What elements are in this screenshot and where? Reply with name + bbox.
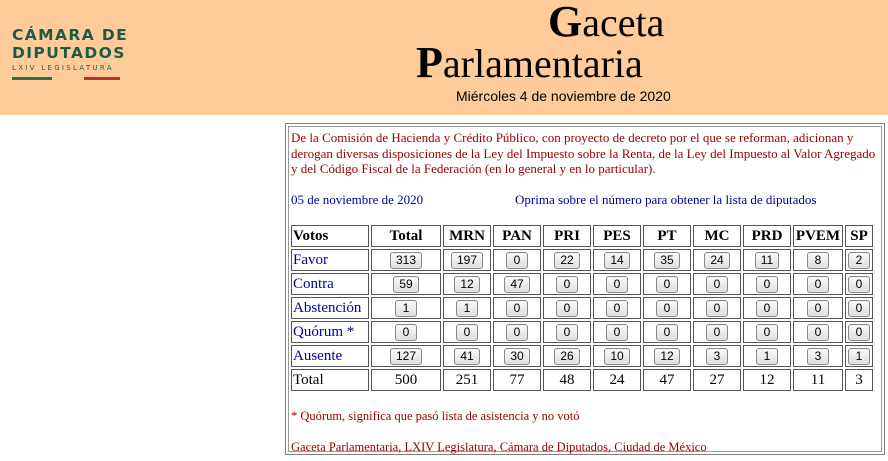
vote-count-button[interactable]: 3 (706, 348, 728, 365)
title-cap-g: G (548, 0, 583, 46)
vote-panel (285, 123, 885, 455)
click-hint: Oprima sobre el número para obtener la lista de diputados (515, 192, 817, 207)
header-prd: PRD (743, 225, 791, 247)
quorum-footnote: * Quórum, significa que pasó lista de asistencia y no votó (291, 409, 580, 423)
row-label-favor: Favor (291, 249, 369, 271)
vote-count-button[interactable]: 313 (390, 252, 422, 269)
header-banner (0, 0, 888, 115)
table-row (291, 321, 873, 343)
table-header-row (291, 225, 873, 247)
title-rest-2: arlamentaria (442, 41, 643, 86)
vote-panel-inner (288, 126, 882, 452)
title-rest-1: aceta (582, 0, 665, 45)
gaceta-title (416, 0, 665, 87)
logo-line-2: DIPUTADOS (12, 44, 126, 62)
total-value: 12 (743, 369, 791, 391)
vote-count-button[interactable]: 1 (395, 300, 417, 317)
vote-count-button[interactable]: 0 (506, 252, 528, 269)
camara-logo[interactable] (12, 26, 128, 72)
vote-count-button[interactable]: 0 (807, 300, 829, 317)
totals-row (291, 369, 873, 391)
initiative-description: De la Comisión de Hacienda y Crédito Público, con proyecto de decreto por el que se reforman, adicionan y derogan diversas disposiciones de la Ley del Impuesto sobre la Renta, de la Ley del Impuesto al Valor Agregado y del Código Fiscal de la Federación (en lo general y en lo particular). (291, 130, 876, 176)
gaceta-footer: Gaceta Parlamentaria, LXIV Legislatura, Cámara de Diputados, Ciudad de México (291, 440, 707, 454)
vote-count-button[interactable]: 0 (456, 324, 478, 341)
table-row (291, 297, 873, 319)
row-label-ausente: Ausente (291, 345, 369, 367)
total-value: 27 (693, 369, 741, 391)
vote-count-button[interactable]: 24 (704, 252, 729, 269)
vote-count-button[interactable]: 35 (654, 252, 679, 269)
vote-count-button[interactable]: 1 (756, 348, 778, 365)
vote-count-button[interactable]: 0 (556, 300, 578, 317)
header-pvem: PVEM (793, 225, 843, 247)
row-label-total: Total (291, 369, 369, 391)
vote-count-button[interactable]: 30 (504, 348, 529, 365)
vote-count-button[interactable]: 0 (656, 276, 678, 293)
header-pt: PT (643, 225, 691, 247)
total-value: 3 (845, 369, 873, 391)
vote-date: 05 de noviembre de 2020 (291, 192, 424, 207)
row-label-contra: Contra (291, 273, 369, 295)
vote-count-button[interactable]: 26 (554, 348, 579, 365)
vote-count-button[interactable]: 10 (604, 348, 629, 365)
header-pan: PAN (493, 225, 541, 247)
total-value: 24 (593, 369, 641, 391)
header-total: Total (371, 225, 441, 247)
header-pes: PES (593, 225, 641, 247)
vote-count-button[interactable]: 0 (756, 300, 778, 317)
votes-table (289, 223, 875, 393)
vote-count-button[interactable]: 59 (393, 276, 418, 293)
header-pri: PRI (543, 225, 591, 247)
vote-count-button[interactable]: 8 (807, 252, 829, 269)
vote-count-button[interactable]: 0 (706, 276, 728, 293)
vote-count-button[interactable]: 0 (506, 324, 528, 341)
table-row (291, 249, 873, 271)
vote-count-button[interactable]: 0 (848, 300, 870, 317)
vote-count-button[interactable]: 0 (848, 324, 870, 341)
vote-count-button[interactable]: 0 (556, 324, 578, 341)
total-value: 47 (643, 369, 691, 391)
vote-count-button[interactable]: 0 (656, 300, 678, 317)
total-value: 48 (543, 369, 591, 391)
vote-count-button[interactable]: 0 (606, 324, 628, 341)
total-value: 500 (371, 369, 441, 391)
vote-count-button[interactable]: 0 (556, 276, 578, 293)
title-cap-p: P (416, 38, 443, 87)
vote-count-button[interactable]: 22 (554, 252, 579, 269)
vote-count-button[interactable]: 0 (848, 276, 870, 293)
vote-count-button[interactable]: 41 (454, 348, 479, 365)
header-mc: MC (693, 225, 741, 247)
vote-count-button[interactable]: 47 (504, 276, 529, 293)
vote-count-button[interactable]: 0 (506, 300, 528, 317)
header-mrn: MRN (443, 225, 491, 247)
vote-count-button[interactable]: 0 (706, 300, 728, 317)
vote-count-button[interactable]: 0 (395, 324, 417, 341)
vote-count-button[interactable]: 197 (451, 252, 483, 269)
table-row (291, 345, 873, 367)
vote-count-button[interactable]: 11 (755, 252, 779, 269)
vote-count-button[interactable]: 0 (606, 300, 628, 317)
vote-count-button[interactable]: 14 (604, 252, 629, 269)
vote-count-button[interactable]: 0 (807, 276, 829, 293)
total-value: 77 (493, 369, 541, 391)
vote-count-button[interactable]: 0 (606, 276, 628, 293)
table-row (291, 273, 873, 295)
total-value: 11 (793, 369, 843, 391)
publication-date: Miércoles 4 de noviembre de 2020 (456, 88, 671, 104)
vote-count-button[interactable]: 2 (848, 252, 870, 269)
logo-line-1: CÁMARA DE (12, 26, 129, 44)
vote-count-button[interactable]: 1 (456, 300, 478, 317)
vote-count-button[interactable]: 0 (656, 324, 678, 341)
header-votos: Votos (291, 225, 369, 247)
vote-count-button[interactable]: 12 (654, 348, 679, 365)
vote-count-button[interactable]: 0 (756, 276, 778, 293)
header-sp: SP (845, 225, 873, 247)
vote-count-button[interactable]: 0 (807, 324, 829, 341)
row-label-quorum: Quórum * (291, 321, 369, 343)
vote-count-button[interactable]: 3 (807, 348, 829, 365)
vote-count-button[interactable]: 127 (390, 348, 422, 365)
vote-count-button[interactable]: 0 (706, 324, 728, 341)
vote-count-button[interactable]: 1 (848, 348, 870, 365)
row-label-abstencion: Abstención (291, 297, 369, 319)
flag-bars-icon (12, 77, 120, 80)
logo-legislature: LXIV LEGISLATURA (12, 64, 114, 72)
total-value: 251 (443, 369, 491, 391)
vote-count-button[interactable]: 12 (454, 276, 479, 293)
vote-count-button[interactable]: 0 (756, 324, 778, 341)
